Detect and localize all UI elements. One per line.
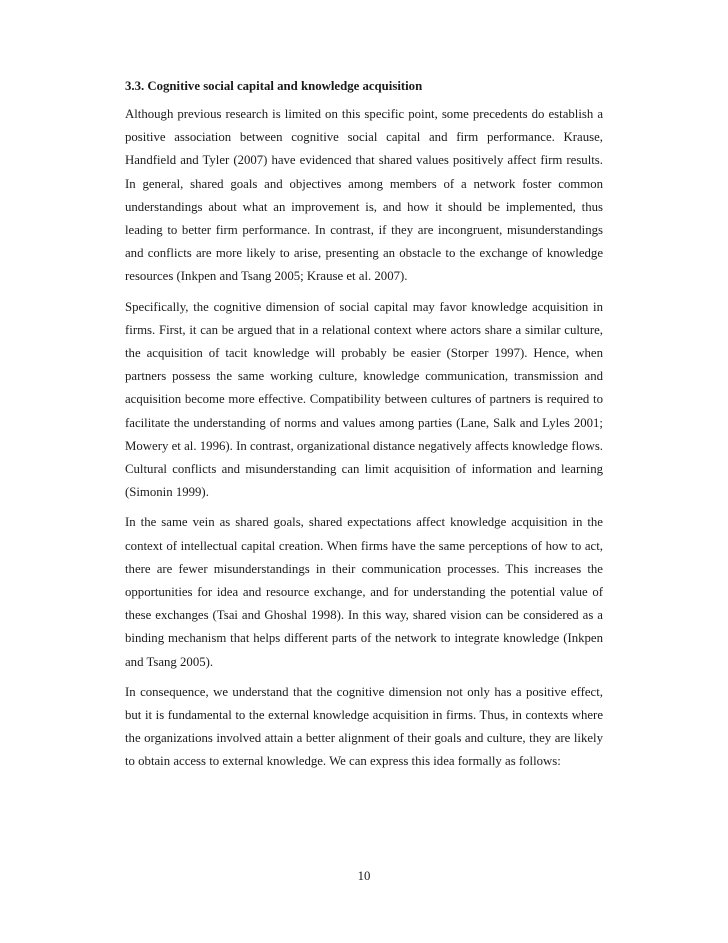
paragraph-4: In consequence, we understand that the cognitive dimension not only has a positive effect, but it is fundamental to the external knowledge acquisition in firms. Thus, in contexts where the organizations involved attain a better alignment of their goals and culture, they are likely to obtain access to external knowledge. We can express this idea formally as follows: (125, 684, 603, 769)
paragraph-1: Although previous research is limited on this specific point, some precedents do establish a positive association between cognitive social capital and firm performance. Krause, Handfield and Tyler (2007) have evidenced that shared values positively affect firm results. In general, shared goals and objectives among members of a network foster common understandings about what an improvement is, and how it should be implemented, thus leading to better firm performance. In contrast, if they are incongruent, misunderstandings and conflicts are more likely to arise, presenting an obstacle to the exchange of knowledge resources (Inkpen and Tsang 2005; Krause et al. 2007). (125, 107, 603, 284)
paragraph-3: In the same vein as shared goals, shared expectations affect knowledge acquisition in the context of intellectual capital creation. When firms have the same perceptions of how to act, there are fewer misunderstandings in their communication processes. This increases the opportunities for idea and resource exchange, and for understanding the potential value of these exchanges (Tsai and Ghoshal 1998). In this way, shared vision can be considered as a binding mechanism that helps different parts of the network to integrate knowledge (Inkpen and Tsang 2005). (125, 515, 603, 669)
document-page (125, 70, 603, 781)
page-number: 10 (357, 869, 371, 883)
paragraph-2: Specifically, the cognitive dimension of social capital may favor knowledge acquisition in firms. First, it can be argued that in a relational context where actors share a similar culture, the acquisition of tacit knowledge will probably be easier (Storper 1997). Hence, when partners possess the same working culture, knowledge communication, transmission and acquisition become more effective. Compatibility between cultures of partners is required to facilitate the understanding of norms and values among parties (Lane, Salk and Lyles 2001; Mowery et al. 1996). In contrast, organizational distance negatively affects knowledge flows. Cultural conflicts and misunderstanding can limit acquisition of information and learning (Simonin 1999). (125, 299, 603, 500)
section-heading: 3.3. Cognitive social capital and knowledge acquisition (125, 79, 423, 93)
